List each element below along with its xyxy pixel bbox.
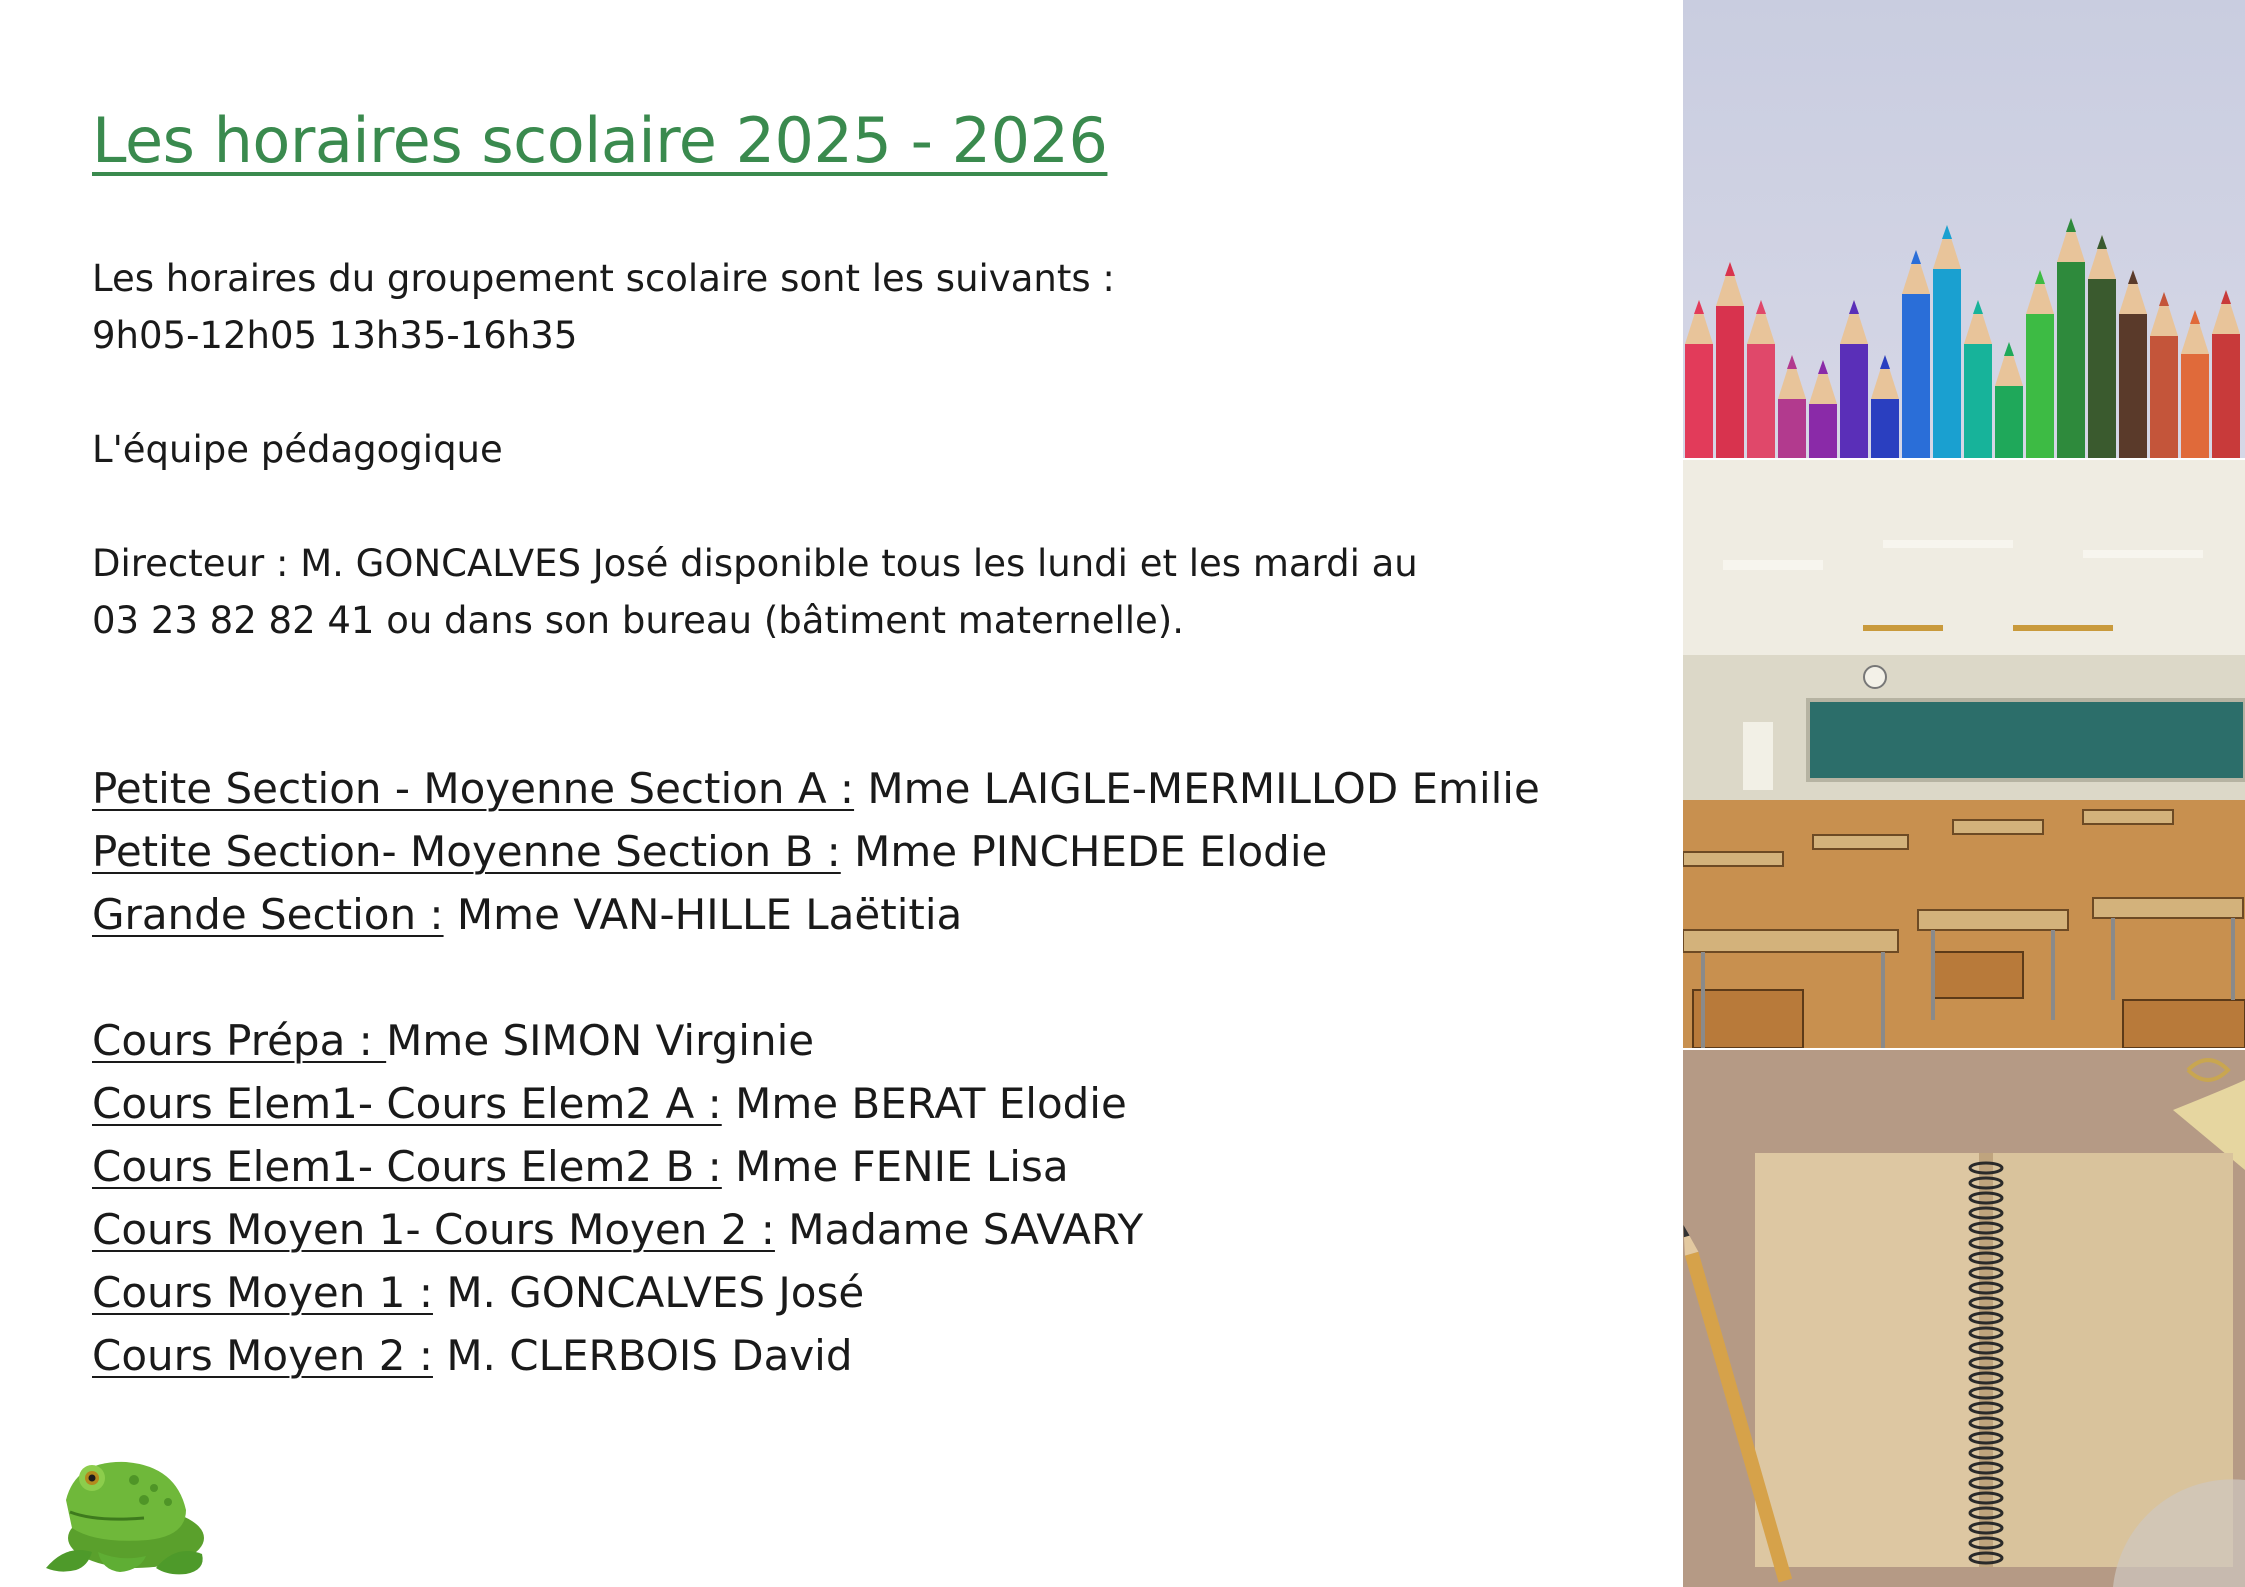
classroom-photo — [1683, 460, 2245, 1048]
schedule-intro: Les horaires du groupement scolaire sont les suivants : — [92, 257, 1115, 300]
teacher-name: Mme FENIE Lisa — [721, 1142, 1069, 1191]
staff-row — [92, 1072, 1540, 1135]
staff-row — [92, 757, 1540, 820]
notebook-photo — [1683, 1050, 2245, 1587]
class-name: Cours Prépa : — [92, 1016, 387, 1065]
staff-row — [92, 883, 1540, 946]
team-heading: L'équipe pédagogique — [92, 428, 503, 471]
director-line-2: 03 23 82 82 41 ou dans son bureau (bâtiment maternelle). — [92, 599, 1185, 642]
class-name: Cours Moyen 2 : — [92, 1331, 433, 1380]
class-name: Petite Section- Moyenne Section B : — [92, 827, 841, 876]
staff-row — [92, 1135, 1540, 1198]
teacher-name: Mme SIMON Virginie — [386, 1016, 815, 1065]
schedule-hours: 9h05-12h05 13h35-16h35 — [92, 314, 578, 357]
staff-row — [92, 820, 1540, 883]
class-name: Grande Section : — [92, 890, 444, 939]
frog-logo — [36, 1440, 212, 1580]
staff-row — [92, 1009, 1540, 1072]
page-title: Les horaires scolaire 2025 - 2026 — [92, 104, 1108, 177]
teacher-name: M. CLERBOIS David — [432, 1331, 853, 1380]
teacher-name: Mme LAIGLE-MERMILLOD Emilie — [854, 764, 1540, 813]
teacher-name: M. GONCALVES José — [432, 1268, 865, 1317]
colored-pencils-photo — [1683, 0, 2245, 458]
class-name: Cours Elem1- Cours Elem2 A : — [92, 1079, 722, 1128]
teacher-name: Madame SAVARY — [774, 1205, 1144, 1254]
staff-row — [92, 1261, 1540, 1324]
class-name: Cours Moyen 1- Cours Moyen 2 : — [92, 1205, 775, 1254]
teacher-name: Mme PINCHEDE Elodie — [840, 827, 1328, 876]
director-line-1: Directeur : M. GONCALVES José disponible tous les lundi et les mardi au — [92, 542, 1418, 585]
intro-block — [92, 250, 1418, 649]
staff-row — [92, 1198, 1540, 1261]
teacher-name: Mme BERAT Elodie — [721, 1079, 1127, 1128]
teacher-name: Mme VAN-HILLE Laëtitia — [443, 890, 963, 939]
class-name: Petite Section - Moyenne Section A : — [92, 764, 855, 813]
staff-row — [92, 1324, 1540, 1387]
class-name: Cours Moyen 1 : — [92, 1268, 433, 1317]
staff-list — [92, 757, 1540, 1387]
class-name: Cours Elem1- Cours Elem2 B : — [92, 1142, 722, 1191]
photo-column — [1683, 0, 2245, 1587]
